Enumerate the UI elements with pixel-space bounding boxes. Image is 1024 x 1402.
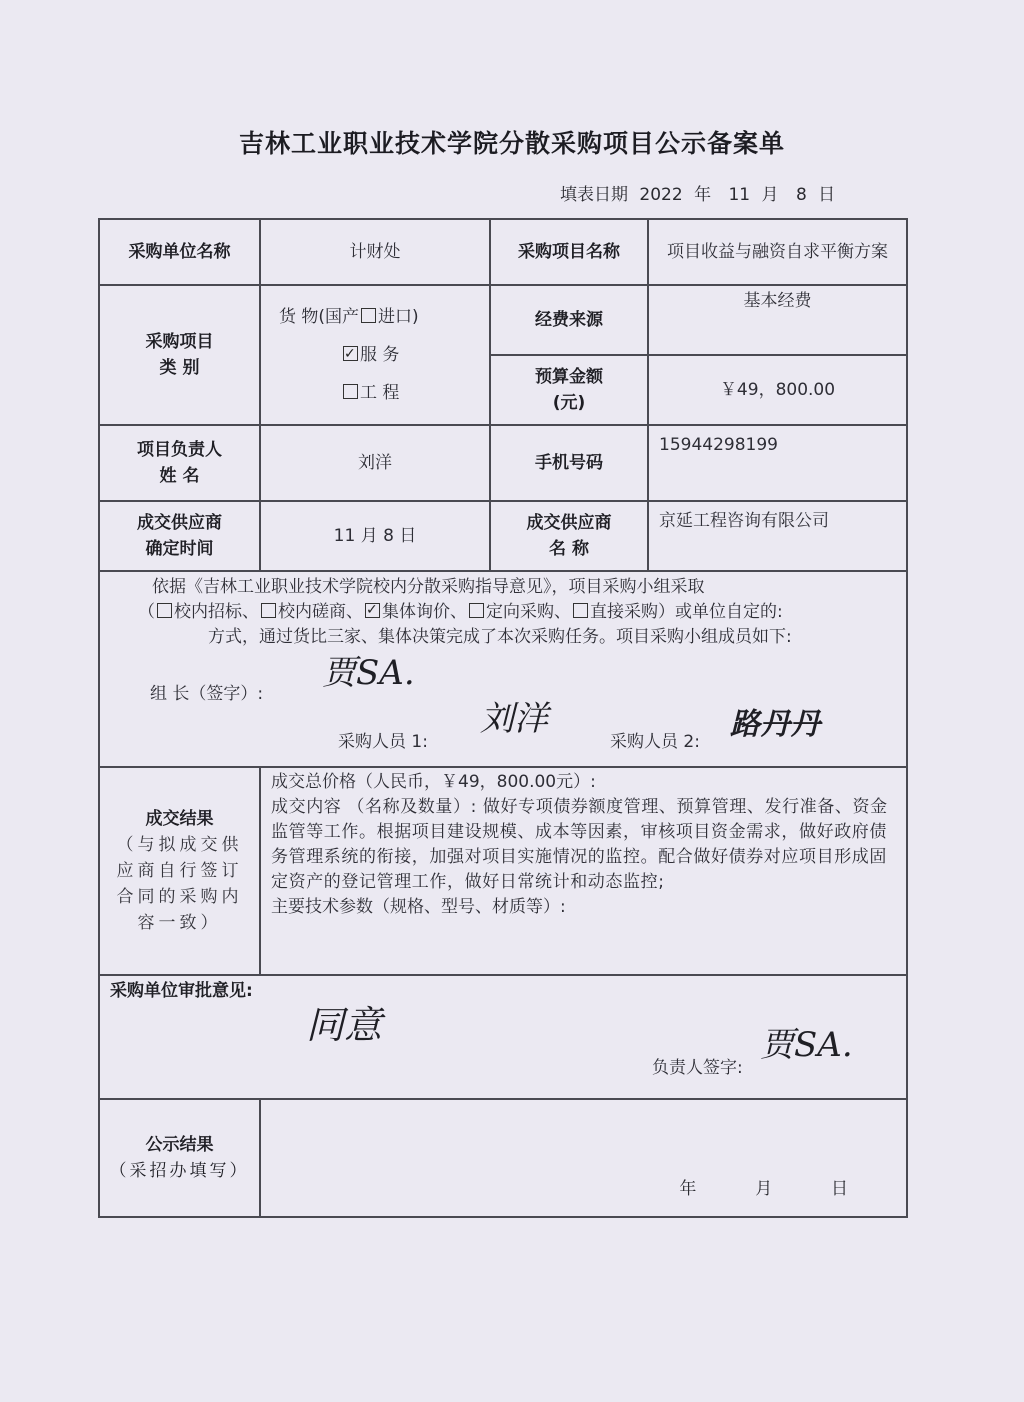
phone-label: 手机号码 (490, 425, 648, 501)
fill-date-label: 填表日期 (560, 185, 628, 205)
opt2-checkbox[interactable] (261, 603, 276, 618)
import-label: 进口) (378, 307, 419, 327)
opt3-checkbox[interactable] (365, 603, 380, 618)
project-label: 采购项目名称 (490, 219, 648, 285)
basis-section (99, 571, 907, 767)
unit-value: 计财处 (260, 219, 490, 285)
supplier-value: 京延工程咨询有限公司 (648, 501, 907, 571)
approval-section (99, 975, 907, 1099)
publicity-year: 年 (679, 1179, 697, 1199)
leader-label (99, 425, 260, 501)
opt2-label: 校内磋商、 (278, 602, 363, 622)
service-checkbox[interactable] (343, 346, 358, 361)
fill-day: 8 (795, 185, 807, 205)
opt3-label: 集体询价、 (382, 602, 467, 622)
basis-line3: 方式，通过货比三家、集体决策完成了本次采购任务。项目采购小组成员如下: (208, 627, 792, 647)
result-content: 成交内容 （名称及数量）: 做好专项债券额度管理、预算管理、发行准备、资金监管等工作。根据项目建设规模、成本等因素，审核项目资金需求，做好政府债务管理系统的衔接，加强对项目实施情况的监控。配合做好债券对应项目形成固定资产的登记管理工作，做好日常统计和动态监控; (271, 797, 888, 892)
leader-label-line2: 姓 名 (159, 466, 200, 486)
budget-label (490, 355, 648, 425)
category-label-line2: 类 别 (159, 358, 200, 378)
engineering-label: 工 程 (360, 383, 400, 403)
day-unit: 日 (818, 185, 836, 205)
engineering-checkbox[interactable] (343, 384, 358, 399)
engineering-option (341, 380, 489, 406)
approval-signature: 贾SA. (760, 1025, 853, 1065)
goods-option (279, 304, 489, 330)
publicity-note: （采招办填写） (109, 1161, 250, 1181)
service-label: 服 务 (360, 345, 400, 365)
result-content-cell (260, 767, 907, 975)
leader-signature: 贾SA. (322, 653, 415, 693)
month-unit: 月 (761, 185, 779, 205)
fill-year: 2022 (639, 185, 683, 205)
category-label (99, 285, 260, 425)
basis-line1: 依据《吉林工业职业技术学院校内分散采购指导意见》，项目采购小组采取 (152, 577, 705, 597)
fill-month: 11 (728, 185, 751, 205)
opt1-checkbox[interactable] (157, 603, 172, 618)
publicity-day: 日 (831, 1179, 848, 1199)
service-option (341, 342, 489, 368)
year-unit: 年 (694, 185, 712, 205)
leader-value: 刘洋 (260, 425, 490, 501)
buyer1-signature: 刘洋 (480, 699, 548, 739)
fund-value: 基本经费 (648, 285, 907, 355)
confirm-label-line2: 确定时间 (145, 539, 214, 559)
result-params: 主要技术参数（规格、型号、材质等）: (271, 897, 566, 917)
opt4-label: 定向采购、 (486, 602, 571, 622)
fill-date (560, 180, 841, 205)
budget-unit: (元) (552, 393, 586, 413)
approval-label: 采购单位审批意见: (110, 981, 253, 1001)
confirm-label (99, 501, 260, 571)
approval-sign-label: 负责人签字: (652, 1058, 743, 1078)
opt1-label: 校内招标、 (174, 602, 259, 622)
confirm-label-line1: 成交供应商 (137, 513, 222, 533)
publicity-date (260, 1099, 907, 1217)
supplier-label-line2: 名 称 (549, 539, 589, 559)
phone-value: 15944298199 (648, 425, 907, 501)
import-checkbox[interactable] (361, 308, 376, 323)
leader-sign-label: 组 长（签字）: (150, 684, 264, 704)
opt5-checkbox[interactable] (573, 603, 588, 618)
confirm-value: 11 月 8 日 (260, 501, 490, 571)
category-label-line1: 采购项目 (145, 332, 214, 352)
publicity-label: 公示结果 (145, 1135, 214, 1155)
record-form (98, 218, 908, 1218)
fund-label: 经费来源 (490, 285, 648, 355)
buyer2-label: 采购人员 2: (610, 732, 700, 752)
result-note: （与拟成交供应商自行签订合同的采购内容一致） (116, 835, 243, 933)
supplier-label-line1: 成交供应商 (526, 513, 612, 533)
opt4-checkbox[interactable] (469, 603, 484, 618)
leader-label-line1: 项目负责人 (137, 440, 222, 460)
approval-opinion: 同意 (306, 1003, 383, 1047)
budget-label-line1: 预算金额 (535, 367, 603, 387)
page-title: 吉林工业职业技术学院分散采购项目公示备案单 (238, 129, 785, 158)
opt5-label: 直接采购）或单位自定的: (590, 602, 783, 622)
buyer1-label: 采购人员 1: (338, 732, 428, 752)
goods-label: 货 物(国产 (279, 307, 360, 327)
basis-options: （ 校内招标、 校内磋商、✓ 集体询价、 定向采购、 直接采购）或单位自定的: (100, 600, 906, 625)
buyer2-signature: 路丹丹 (730, 707, 820, 742)
publicity-label-cell (99, 1099, 260, 1217)
budget-value: ￥49，800.00 (648, 355, 907, 425)
category-options (260, 285, 490, 425)
publicity-month: 月 (755, 1179, 773, 1199)
result-label-cell (99, 767, 260, 975)
unit-label: 采购单位名称 (99, 219, 260, 285)
supplier-label (490, 501, 648, 571)
result-label: 成交结果 (145, 809, 214, 829)
result-total: 成交总价格（人民币，￥49，800.00元）: (271, 772, 596, 792)
project-value: 项目收益与融资自求平衡方案 (648, 219, 907, 285)
